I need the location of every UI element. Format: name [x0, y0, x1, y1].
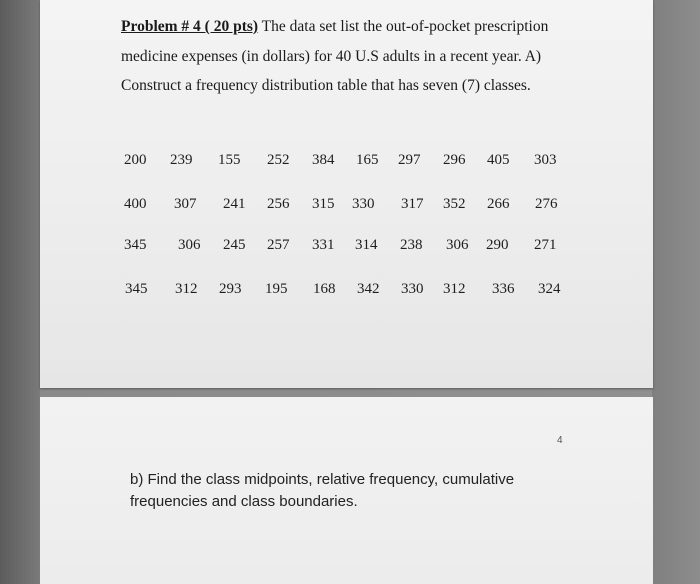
data-value: 297: [398, 152, 421, 168]
data-row-2: [40, 196, 653, 216]
data-value: 195: [265, 281, 288, 297]
data-value: 266: [487, 196, 510, 212]
data-value: 276: [535, 196, 558, 212]
data-value: 307: [174, 196, 197, 212]
data-value: 256: [267, 196, 290, 212]
data-value: 400: [124, 196, 147, 212]
data-value: 352: [443, 196, 466, 212]
data-value: 296: [443, 152, 466, 168]
problem-heading: Problem # 4 ( 20 pts): [121, 18, 259, 35]
data-value: 271: [534, 237, 557, 253]
data-value: 331: [312, 237, 335, 253]
part-b-text: b) Find the class midpoints, relative frequency, cumulative frequencies and class boundaries.: [130, 471, 515, 510]
data-value: 330: [352, 196, 375, 212]
data-value: 303: [534, 152, 557, 168]
data-value: 252: [267, 152, 290, 168]
data-value: 155: [218, 152, 241, 168]
data-value: 312: [443, 281, 466, 297]
data-value: 384: [312, 152, 335, 168]
data-value: 345: [124, 237, 147, 253]
data-value: 168: [313, 281, 336, 297]
background-left-edge: [0, 0, 40, 584]
page-number: 4: [557, 435, 563, 446]
data-value: 290: [486, 237, 509, 253]
data-value: 239: [170, 152, 193, 168]
problem-page: [40, 0, 653, 388]
data-row-4: [40, 281, 653, 301]
data-value: 257: [267, 237, 290, 253]
data-value: 238: [400, 237, 423, 253]
problem-text: [121, 12, 591, 101]
problem-statement: The data set list the out-of-pocket prescription medicine expenses (in dollars) for 40 U.S adults in a recent year. A) Construct a frequency distribution table that has seven (7) classes.: [121, 18, 549, 94]
data-value: 317: [401, 196, 424, 212]
data-value: 336: [492, 281, 515, 297]
data-value: 306: [178, 237, 201, 253]
data-value: 200: [124, 152, 147, 168]
data-value: 342: [357, 281, 380, 297]
data-value: 241: [223, 196, 246, 212]
part-b-page: [40, 397, 653, 584]
data-value: 315: [312, 196, 335, 212]
data-value: 314: [355, 237, 378, 253]
data-value: 324: [538, 281, 561, 297]
data-row-3: [40, 237, 653, 257]
data-value: 306: [446, 237, 469, 253]
data-value: 330: [401, 281, 424, 297]
data-value: 312: [175, 281, 198, 297]
data-value: 405: [487, 152, 510, 168]
data-value: 293: [219, 281, 242, 297]
data-row-1: [40, 152, 653, 172]
background-right-edge: [652, 0, 700, 584]
data-value: 345: [125, 281, 148, 297]
data-value: 245: [223, 237, 246, 253]
data-value: 165: [356, 152, 379, 168]
